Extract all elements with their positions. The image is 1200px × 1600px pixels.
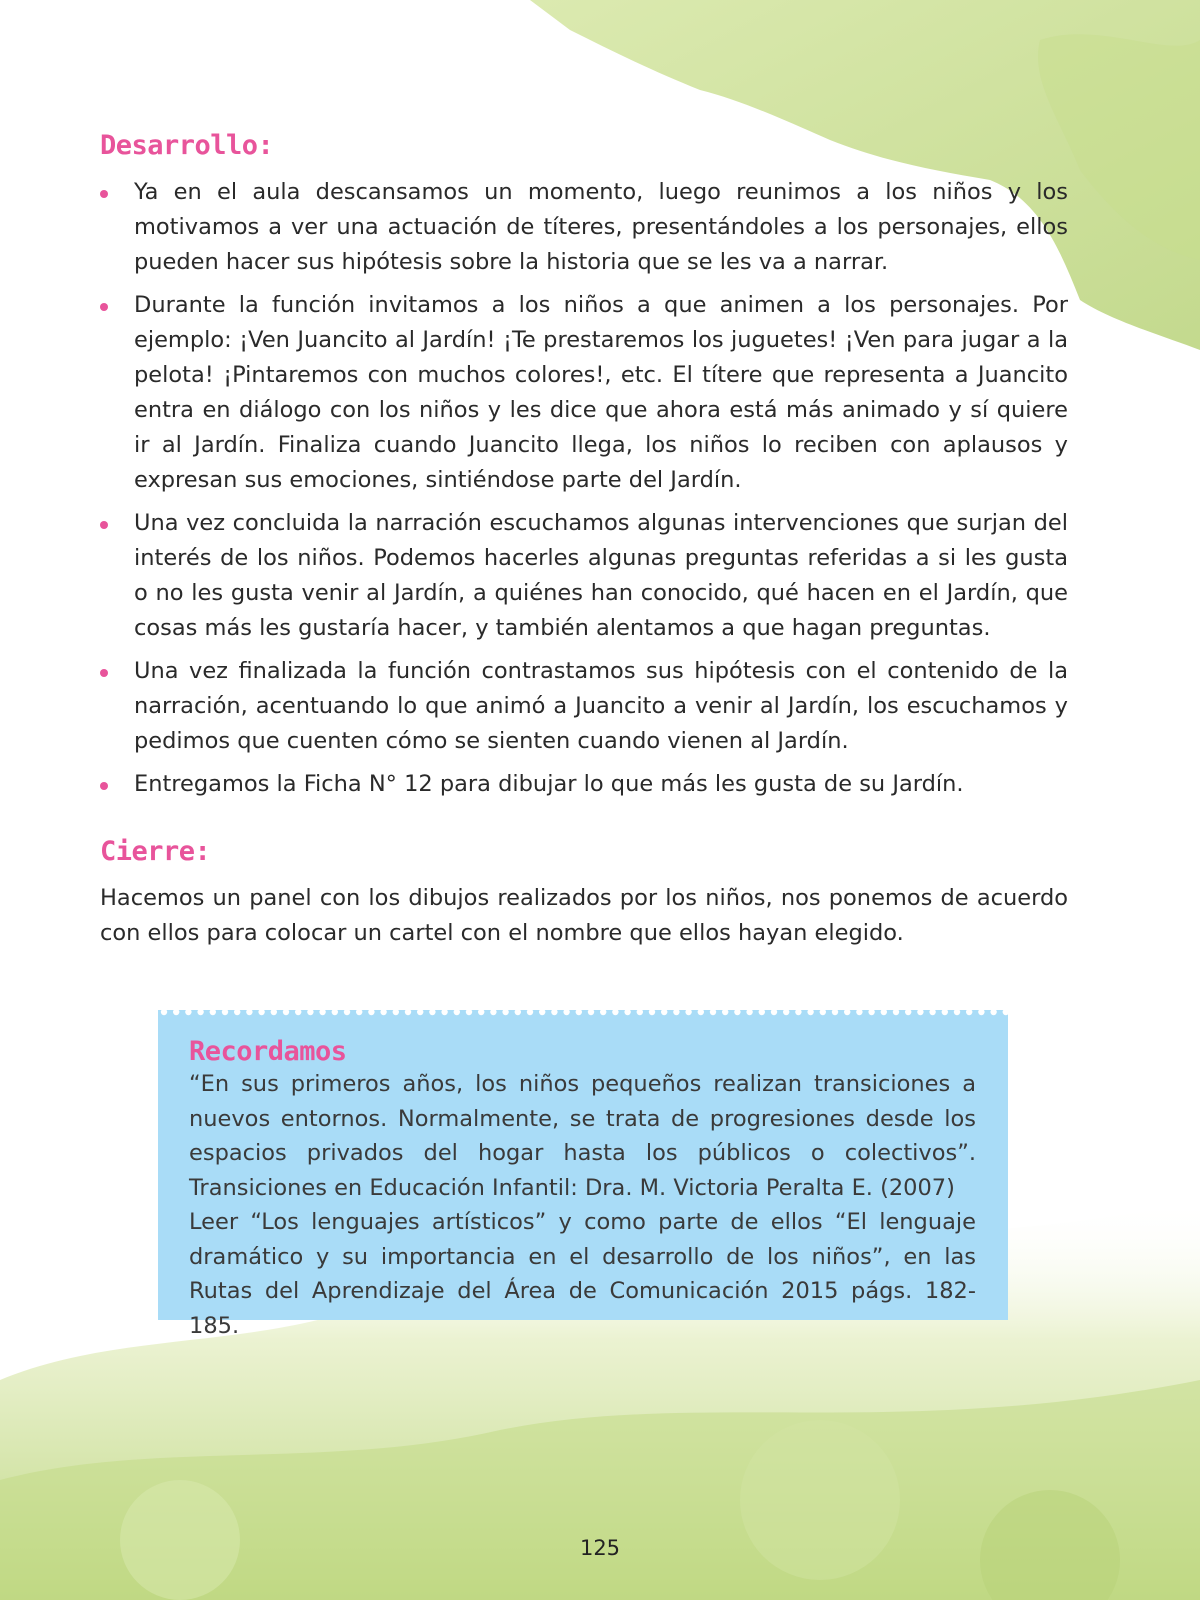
recordamos-paragraph-2: Leer “Los lenguajes artísticos” y como parte de ellos “El lenguaje dramático y su importancia en el desarrollo de los niños”, en las Rutas del Aprendizaje del Área de Comunicación 2015 págs. 182-185. (189, 1209, 976, 1339)
recordamos-body (189, 1067, 976, 1343)
list-item: Una vez finalizada la función contrastamos sus hipótesis con el contenido de la narración, acentuando lo que animó a Juancito a venir al Jardín, los escuchamos y pedimos que cuenten cómo se sienten cuando vienen al Jardín. (100, 654, 1068, 759)
bullet-icon (100, 303, 108, 311)
main-content (100, 130, 1068, 951)
list-item: Durante la función invitamos a los niños a que animen a los personajes. Por ejemplo: ¡Ven Juancito al Jardín! ¡Te prestaremos los juguetes! ¡Ven para jugar a la pelota! ¡Pintaremos con muchos colores!, etc. El títere que representa a Juancito entra en diálogo con los niños y les dice que ahora está más animado y sí quiere ir al Jardín. Finaliza cuando Juancito llega, los niños lo reciben con aplausos y expresan sus emociones, sintiéndose parte del Jardín. (100, 288, 1068, 498)
desarrollo-heading: Desarrollo: (100, 130, 274, 161)
bullet-icon (100, 521, 108, 529)
list-item: Ya en el aula descansamos un momento, luego reunimos a los niños y los motivamos a ver una actuación de títeres, presentándoles a los personajes, ellos pueden hacer sus hipótesis sobre la historia que se les va a narrar. (100, 175, 1068, 280)
recordamos-title: Recordamos (189, 1036, 347, 1067)
recordamos-box (158, 1004, 1008, 1339)
page-number: 125 (579, 1536, 621, 1560)
bullet-icon (100, 669, 108, 677)
scalloped-edge (158, 1004, 1008, 1020)
desarrollo-list (100, 175, 1068, 802)
bullet-icon (100, 782, 108, 790)
bullet-icon (100, 190, 108, 198)
list-item: Una vez concluida la narración escuchamos algunas intervenciones que surjan del interés de los niños. Podemos hacerles algunas preguntas referidas a si les gusta o no les gusta venir al Jardín, a quiénes han conocido, qué hacen en el Jardín, que cosas más les gustaría hacer, y también alentamos a que hagan preguntas. (100, 506, 1068, 646)
cierre-heading: Cierre: (100, 836, 211, 867)
list-item: Entregamos la Ficha N° 12 para dibujar lo que más les gusta de su Jardín. (100, 767, 1068, 802)
cierre-text: Hacemos un panel con los dibujos realizados por los niños, nos ponemos de acuerdo con ellos para colocar un cartel con el nombre que ellos hayan elegido. (100, 885, 1068, 946)
recordamos-paragraph-1: “En sus primeros años, los niños pequeños realizan transiciones a nuevos entornos. Normalmente, se trata de progresiones desde los espacios privados del hogar hasta los públicos o colectivos”. Transiciones en Educación Infantil: Dra. M. Victoria Peralta E. (2007) (189, 1071, 976, 1201)
